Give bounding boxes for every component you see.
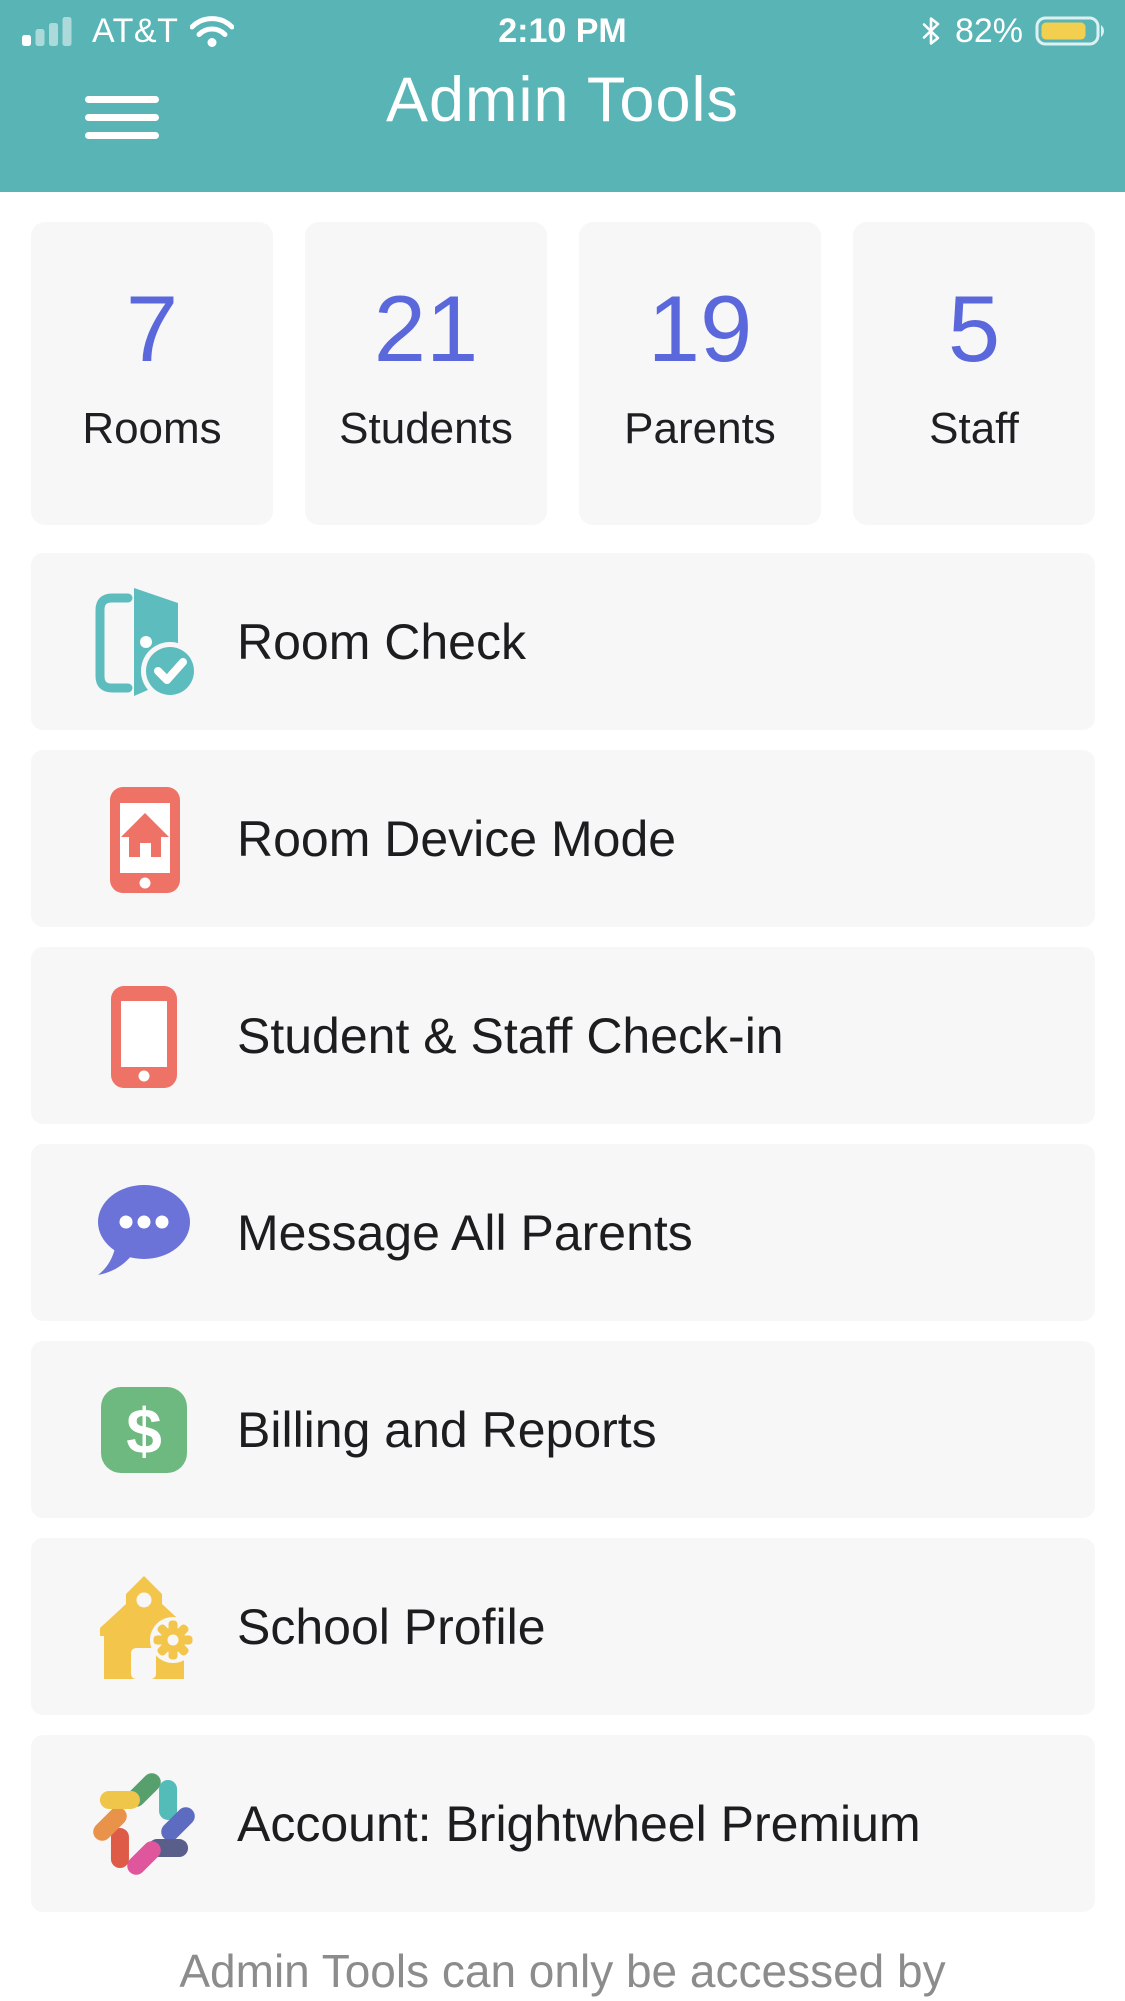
school-gear-icon bbox=[85, 1562, 203, 1692]
stat-value: 5 bbox=[947, 276, 1001, 381]
svg-text:$: $ bbox=[126, 1394, 162, 1467]
stat-card-parents bbox=[579, 222, 821, 525]
footer-note: Admin Tools can only be accessed by bbox=[179, 1945, 946, 1997]
brightwheel-logo-icon bbox=[85, 1759, 203, 1889]
battery-icon bbox=[1035, 14, 1109, 48]
menu-item-label: Billing and Reports bbox=[237, 1401, 657, 1458]
stat-value: 7 bbox=[125, 276, 179, 381]
menu-item-student-staff-check-in[interactable] bbox=[31, 947, 1095, 1124]
dollar-bill-icon bbox=[85, 1365, 203, 1495]
menu-item-label: School Profile bbox=[237, 1598, 546, 1655]
stat-card-rooms bbox=[31, 222, 273, 525]
menu-item-account-brightwheel-premium[interactable] bbox=[31, 1735, 1095, 1912]
menu-item-room-check[interactable] bbox=[31, 553, 1095, 730]
status-bar-right bbox=[919, 0, 1109, 62]
tablet-home-icon bbox=[85, 774, 203, 904]
tablet-icon bbox=[85, 971, 203, 1101]
menu-item-label: Room Device Mode bbox=[237, 810, 677, 867]
menu-item-billing-and-reports[interactable] bbox=[31, 1341, 1095, 1518]
stat-label: Staff bbox=[929, 404, 1019, 453]
stat-label: Students bbox=[339, 404, 513, 453]
status-bar bbox=[0, 0, 1125, 60]
door-check-icon bbox=[85, 577, 203, 707]
menu-item-message-all-parents[interactable] bbox=[31, 1144, 1095, 1321]
menu-item-label: Student & Staff Check-in bbox=[237, 1007, 784, 1064]
stat-label: Parents bbox=[624, 404, 776, 453]
stat-label: Rooms bbox=[82, 404, 222, 453]
page-title: Admin Tools bbox=[385, 65, 739, 135]
stat-value: 19 bbox=[647, 276, 753, 381]
header bbox=[0, 0, 1125, 192]
clock: 2:10 PM bbox=[498, 11, 627, 50]
stat-card-staff bbox=[853, 222, 1095, 525]
stat-value: 21 bbox=[373, 276, 479, 381]
carrier-label: AT&T bbox=[92, 11, 179, 50]
menu-item-school-profile[interactable] bbox=[31, 1538, 1095, 1715]
menu-item-label: Room Check bbox=[237, 613, 526, 670]
stat-card-students bbox=[305, 222, 547, 525]
bluetooth-icon bbox=[919, 15, 943, 47]
menu-item-room-device-mode[interactable] bbox=[31, 750, 1095, 927]
battery-percent-label: 82% bbox=[954, 11, 1023, 50]
menu-item-label: Message All Parents bbox=[237, 1204, 693, 1261]
menu-item-label: Account: Brightwheel Premium bbox=[237, 1795, 921, 1852]
chat-bubble-icon bbox=[85, 1168, 203, 1298]
